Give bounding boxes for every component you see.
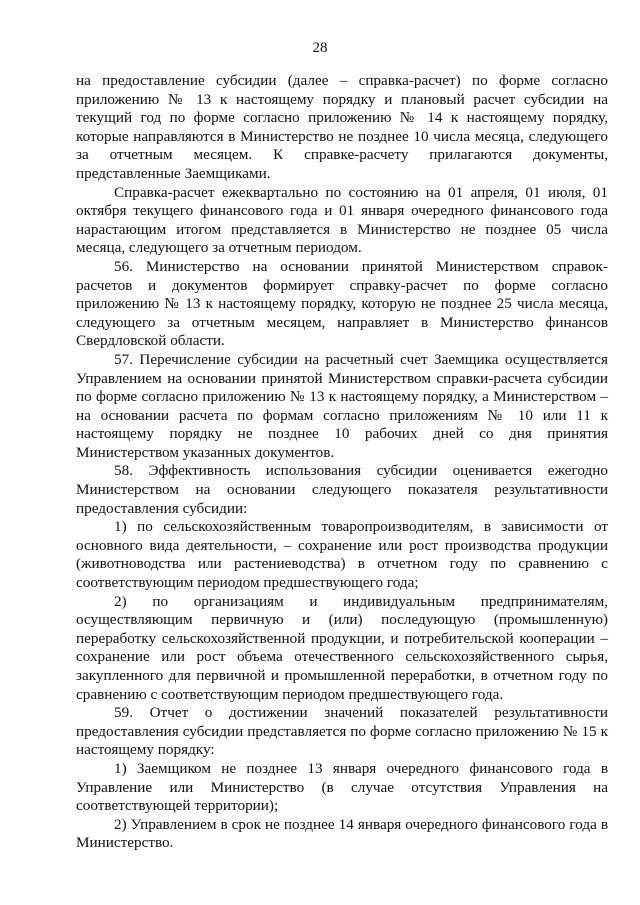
paragraph: на предоставление субсидии (далее – справка-расчет) по форме согласно приложению № 13 к настоящему порядку и плановый расчет субсидии на текущий год по форме согласно приложению № 14 к настоящему порядку, которые направляются в Министерство не позднее 10 числа месяца, следующего за отчетным месяцем. К справке-расчету прилагаются документы, представленные Заемщиками.: [76, 72, 608, 182]
subitem: 1) по сельскохозяйственным товаропроизводителям, в зависимости от основного вида деятельности, – сохранение или рост производства продукции (животноводства или растениеводства) в отчетном году по сравнению с соответствующим периодом предшествующего года;: [76, 518, 608, 592]
paragraph-item-57: 57. Перечисление субсидии на расчетный счет Заемщика осуществляется Управлением на основании принятой Министерством справки-расчета субсидии по форме согласно приложению № 13 к настоящему порядку, а Министерством – на основании расчета по формам согласно приложениям № 10 или 11 к настоящему порядку не позднее 10 рабочих дней со дня принятия Министерством указанных документов.: [76, 350, 608, 461]
page-number: 28: [312, 40, 328, 56]
paragraph-item-58: 58. Эффективность использования субсидии оценивается ежегодно Министерством на основании следующего показателя результативности предоставления субсидии:: [76, 462, 608, 517]
subitem: 2) Управлением в срок не позднее 14 января очередного финансового года в Министерство.: [76, 815, 608, 852]
paragraph: Справка-расчет ежеквартально по состоянию на 01 апреля, 01 июля, 01 октября текущего финансового года и 01 января очередного финансового года нарастающим итогом представляется в Министерство не позднее 05 числа месяца, следующего за отчетным периодом.: [76, 183, 608, 257]
paragraph-item-56: 56. Министерство на основании принятой Министерством справок-расчетов и документов формирует справку-расчет по форме согласно приложению № 13 к настоящему порядку, которую не позднее 25 числа месяца, следующего за отчетным месяцем, направляет в Министерство финансов Свердловской области.: [76, 257, 608, 350]
subitem: 1) Заемщиком не позднее 13 января очередного финансового года в Управление или Министерство (в случае отсутствия Управления на соответствующей территории);: [76, 759, 608, 815]
paragraph-item-59: 59. Отчет о достижении значений показателей результативности предоставления субсидии представляется по форме согласно приложению № 15 к настоящему порядку:: [76, 704, 608, 759]
document-body: [76, 72, 608, 853]
subitem: 2) по организациям и индивидуальным предпринимателям, осуществляющим первичную и (или) последующую (промышленную) переработку сельскохозяйственной продукции, и потребительской кооперации – сохранение или рост объема отечественного сельскохозяйственного сырья, закупленного для первичной и промышленной переработки, в отчетном году по сравнению с соответствующим периодом предшествующего года.: [76, 592, 608, 703]
